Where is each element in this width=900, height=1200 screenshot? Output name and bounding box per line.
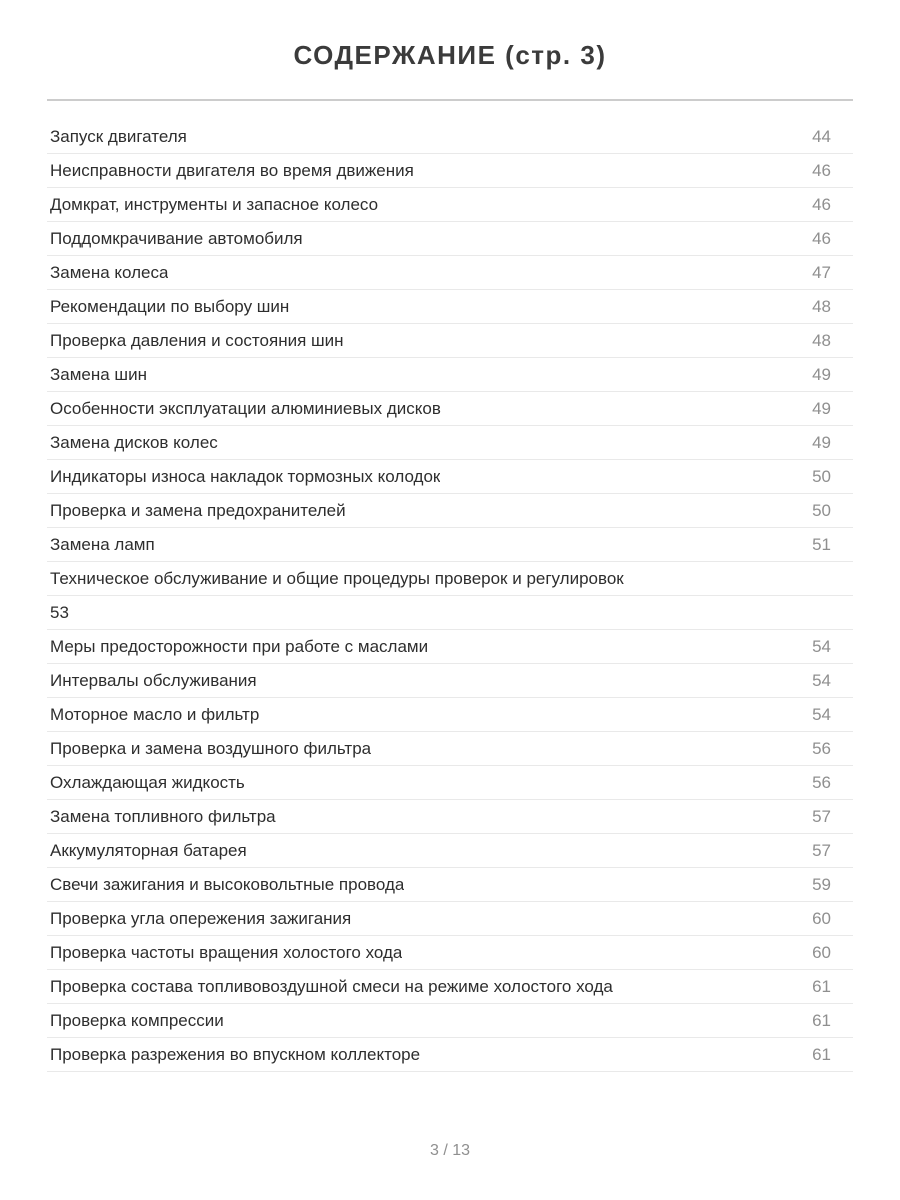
- toc-row: [47, 188, 853, 222]
- toc-row: [47, 392, 853, 426]
- toc-entry-page-number: 61: [812, 976, 831, 996]
- toc-entry-page-number: 47: [812, 262, 831, 282]
- toc-entry-page-number: 56: [812, 738, 831, 758]
- toc-row: [47, 664, 853, 698]
- toc-entry-label: Замена топливного фильтра: [50, 806, 276, 826]
- toc-entry-page-number: 50: [812, 500, 831, 520]
- toc-entry-label: Проверка и замена предохранителей: [50, 500, 346, 520]
- toc-row: [47, 698, 853, 732]
- toc-entry-label: Свечи зажигания и высоковольтные провода: [50, 874, 405, 894]
- toc-entry-page-number: 59: [812, 874, 831, 894]
- toc-entry-label: Индикаторы износа накладок тормозных колодок: [50, 466, 441, 486]
- toc-entry-page-number: 60: [812, 908, 831, 928]
- toc-row: [47, 902, 853, 936]
- toc-row: [47, 800, 853, 834]
- toc-row: [47, 732, 853, 766]
- toc-entry-page-number: 49: [812, 364, 831, 384]
- toc-row: [47, 630, 853, 664]
- toc-entry-page-number: 46: [812, 228, 831, 248]
- toc-entry-page-number: 57: [812, 806, 831, 826]
- toc-row: [47, 222, 853, 256]
- toc-row: [47, 460, 853, 494]
- toc-row: [47, 120, 853, 154]
- toc-entry-page-number: 49: [812, 432, 831, 452]
- toc-row: [47, 426, 853, 460]
- toc-entry-page-number: 44: [812, 126, 831, 146]
- toc-row: [47, 1004, 853, 1038]
- toc-entry-label: Домкрат, инструменты и запасное колесо: [50, 194, 379, 214]
- toc-entry-label: Техническое обслуживание и общие процедуры проверок и регулировок: [50, 568, 624, 588]
- toc-entry-label: Проверка давления и состояния шин: [50, 330, 344, 350]
- toc-entry-label: Замена дисков колес: [50, 432, 218, 452]
- toc-entry-page-number: 54: [812, 670, 831, 690]
- toc-entry-page-number: 61: [812, 1044, 831, 1064]
- toc-entry-label: Рекомендации по выбору шин: [50, 296, 290, 316]
- toc-entry-label: Интервалы обслуживания: [50, 670, 257, 690]
- toc-entry-page-number: 54: [812, 636, 831, 656]
- title-divider: [47, 99, 853, 101]
- page-title: СОДЕРЖАНИЕ (стр. 3): [293, 40, 607, 70]
- toc-entry-label: Запуск двигателя: [50, 126, 187, 146]
- toc-entry-label: Проверка компрессии: [50, 1010, 224, 1030]
- toc-entry-label: Меры предосторожности при работе с маслами: [50, 636, 429, 656]
- toc-entry-page-number: 60: [812, 942, 831, 962]
- toc-entry-page-number: 51: [812, 534, 831, 554]
- toc-row: [47, 562, 853, 596]
- toc-entry-label: Проверка разрежения во впускном коллекторе: [50, 1044, 421, 1064]
- toc-entry-page-number: 57: [812, 840, 831, 860]
- toc-entry-label: Неисправности двигателя во время движения: [50, 160, 414, 180]
- toc-entry-label: Проверка состава топливовоздушной смеси на режиме холостого хода: [50, 976, 613, 996]
- toc-entry-label: Моторное масло и фильтр: [50, 704, 260, 724]
- toc-row: [47, 970, 853, 1004]
- toc-entry-page-number: 61: [812, 1010, 831, 1030]
- toc-entry-page-number: 46: [812, 160, 831, 180]
- toc-row: [47, 358, 853, 392]
- toc-entry-label: Аккумуляторная батарея: [50, 840, 247, 860]
- page-indicator: 3 / 13: [429, 1142, 471, 1159]
- toc-row: [47, 154, 853, 188]
- toc-entry-page-number: 48: [812, 296, 831, 316]
- toc-entry-label: Проверка и замена воздушного фильтра: [50, 738, 372, 758]
- toc-row: [47, 834, 853, 868]
- toc-entry-label: Замена ламп: [50, 534, 155, 554]
- toc-row: [47, 596, 853, 630]
- toc-entry-label: Поддомкрачивание автомобиля: [50, 228, 303, 248]
- toc-row: [47, 868, 853, 902]
- toc-entry-page-number: 48: [812, 330, 831, 350]
- toc-row: [47, 528, 853, 562]
- toc-entry-label: Замена колеса: [50, 262, 169, 282]
- toc-row: [47, 766, 853, 800]
- toc-row: [47, 290, 853, 324]
- toc-row: [47, 256, 853, 290]
- toc-list: [47, 120, 853, 1072]
- toc-entry-label: Проверка частоты вращения холостого хода: [50, 942, 403, 962]
- toc-entry-label: Замена шин: [50, 364, 147, 384]
- toc-entry-page-number: 54: [812, 704, 831, 724]
- toc-entry-label: 53: [50, 602, 69, 622]
- toc-row: [47, 936, 853, 970]
- toc-entry-page-number: 50: [812, 466, 831, 486]
- toc-entry-label: Проверка угла опережения зажигания: [50, 908, 352, 928]
- toc-entry-label: Охлаждающая жидкость: [50, 772, 245, 792]
- toc-row: [47, 324, 853, 358]
- toc-row: [47, 1038, 853, 1072]
- toc-entry-label: Особенности эксплуатации алюминиевых дисков: [50, 398, 441, 418]
- toc-entry-page-number: 49: [812, 398, 831, 418]
- toc-entry-page-number: 56: [812, 772, 831, 792]
- toc-entry-page-number: 46: [812, 194, 831, 214]
- toc-row: [47, 494, 853, 528]
